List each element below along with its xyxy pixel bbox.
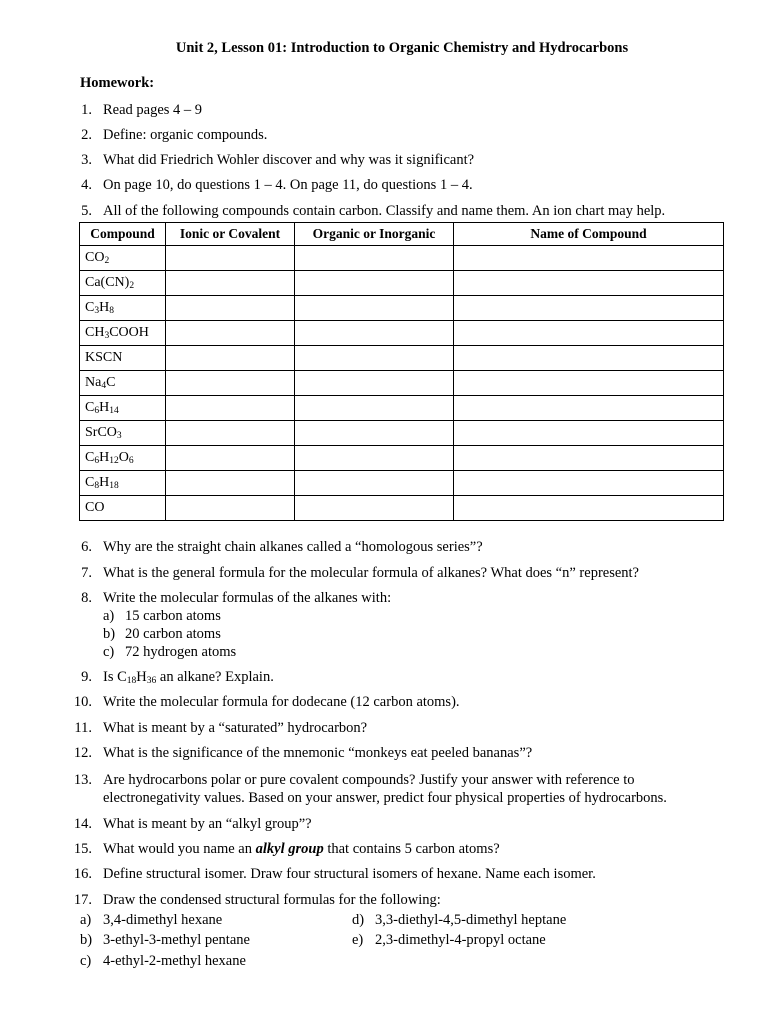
organic-inorganic-cell[interactable] bbox=[295, 446, 454, 471]
q9-subscript-2: 36 bbox=[146, 676, 157, 686]
column-header-compound: Compound bbox=[80, 223, 166, 246]
table-body bbox=[80, 246, 724, 521]
formula-subscript: 4 bbox=[101, 381, 107, 391]
organic-inorganic-cell[interactable] bbox=[295, 421, 454, 446]
sub-item-text: 3,4-dimethyl hexane bbox=[103, 912, 223, 928]
formula-text: H bbox=[99, 400, 110, 415]
compound-name-cell[interactable] bbox=[454, 446, 724, 471]
homework-heading: Homework: bbox=[80, 75, 155, 91]
ionic-covalent-cell[interactable] bbox=[166, 246, 295, 271]
compound-cell bbox=[80, 271, 166, 296]
formula-subscript: 6 bbox=[128, 456, 134, 466]
question-number: 6. bbox=[81, 539, 92, 555]
question-text: What is the general formula for the molecular formula of alkanes? What does “n” represent? bbox=[103, 565, 639, 581]
compound-name-cell[interactable] bbox=[454, 396, 724, 421]
ionic-covalent-cell[interactable] bbox=[166, 471, 295, 496]
formula-text: CO bbox=[85, 500, 105, 515]
organic-inorganic-cell[interactable] bbox=[295, 296, 454, 321]
question-number: 2. bbox=[81, 127, 92, 143]
sub-item-letter: c) bbox=[80, 953, 92, 969]
compound-cell bbox=[80, 346, 166, 371]
compound-cell bbox=[80, 421, 166, 446]
compound-cell bbox=[80, 446, 166, 471]
sub-item-text: 72 hydrogen atoms bbox=[125, 644, 237, 660]
table-row bbox=[80, 246, 724, 271]
table-row bbox=[80, 496, 724, 521]
sub-item-text: 3,3-diethyl-4,5-dimethyl heptane bbox=[375, 912, 567, 928]
column-header-organic-inorganic: Organic or Inorganic bbox=[295, 223, 454, 246]
formula-subscript: 8 bbox=[109, 306, 114, 316]
sub-item-letter: a) bbox=[103, 608, 115, 624]
question-number: 10. bbox=[73, 694, 92, 710]
table-row bbox=[80, 346, 724, 371]
formula-subscript: 3 bbox=[116, 431, 122, 441]
question-text: Why are the straight chain alkanes called a “homologous series”? bbox=[103, 539, 483, 555]
sub-item-letter: c) bbox=[103, 644, 115, 660]
organic-inorganic-cell[interactable] bbox=[295, 496, 454, 521]
q9-text-pre: Is C bbox=[103, 669, 127, 685]
column-header-ionic-covalent: Ionic or Covalent bbox=[166, 223, 295, 246]
organic-inorganic-cell[interactable] bbox=[295, 246, 454, 271]
organic-inorganic-cell[interactable] bbox=[295, 346, 454, 371]
table-row bbox=[80, 271, 724, 296]
question-number: 1. bbox=[81, 102, 92, 118]
compound-name-cell[interactable] bbox=[454, 246, 724, 271]
sub-item-text: 3-ethyl-3-methyl pentane bbox=[103, 932, 250, 948]
compound-cell bbox=[80, 471, 166, 496]
question-text-line-1: Are hydrocarbons polar or pure covalent compounds? Justify your answer with reference to bbox=[103, 772, 635, 788]
question-text: What did Friedrich Wohler discover and why was it significant? bbox=[103, 152, 475, 168]
question-number: 8. bbox=[81, 590, 92, 606]
sub-item-text: 4-ethyl-2-methyl hexane bbox=[103, 953, 246, 969]
organic-inorganic-cell[interactable] bbox=[295, 471, 454, 496]
sub-item-letter: d) bbox=[352, 912, 365, 928]
formula-text: COOH bbox=[109, 325, 149, 340]
sub-item-letter: e) bbox=[352, 932, 364, 948]
formula-text: H bbox=[99, 300, 110, 315]
table-row bbox=[80, 446, 724, 471]
question-text: Define: organic compounds. bbox=[103, 127, 268, 143]
sub-item-text: 20 carbon atoms bbox=[125, 626, 221, 642]
formula-text: O bbox=[118, 450, 129, 465]
question-text: On page 10, do questions 1 – 4. On page 11, do questions 1 – 4. bbox=[103, 177, 473, 193]
sub-item-text: 15 carbon atoms bbox=[125, 608, 221, 624]
ionic-covalent-cell[interactable] bbox=[166, 346, 295, 371]
formula-text: KSCN bbox=[85, 350, 123, 365]
question-number: 12. bbox=[73, 745, 92, 761]
compound-cell bbox=[80, 496, 166, 521]
table-row bbox=[80, 471, 724, 496]
compound-name-cell[interactable] bbox=[454, 346, 724, 371]
compound-cell bbox=[80, 296, 166, 321]
question-number: 7. bbox=[81, 565, 92, 581]
compound-cell bbox=[80, 246, 166, 271]
page-title: Unit 2, Lesson 01: Introduction to Organic Chemistry and Hydrocarbons bbox=[175, 40, 629, 56]
formula-subscript: 6 bbox=[94, 406, 100, 416]
question-number: 5. bbox=[81, 203, 92, 219]
question-text: What is meant by a “saturated” hydrocarbon? bbox=[103, 720, 368, 736]
question-text: What is meant by an “alkyl group”? bbox=[103, 816, 312, 832]
formula-text: H bbox=[99, 475, 110, 490]
formula-subscript: 2 bbox=[104, 256, 110, 266]
question-text: Draw the condensed structural formulas for the following: bbox=[103, 892, 441, 908]
q15-text-post: that contains 5 carbon atoms? bbox=[323, 841, 500, 857]
sub-item-letter: a) bbox=[80, 912, 92, 928]
table-row bbox=[80, 396, 724, 421]
question-number: 4. bbox=[81, 177, 92, 193]
compound-cell bbox=[80, 396, 166, 421]
ionic-covalent-cell[interactable] bbox=[166, 396, 295, 421]
formula-text: H bbox=[99, 450, 110, 465]
formula-text: CO bbox=[85, 250, 105, 265]
formula-subscript: 3 bbox=[104, 331, 110, 341]
compound-table bbox=[79, 222, 724, 521]
formula-subscript: 12 bbox=[109, 456, 119, 466]
organic-inorganic-cell[interactable] bbox=[295, 321, 454, 346]
compound-cell bbox=[80, 371, 166, 396]
sub-item-letter: b) bbox=[103, 626, 116, 642]
question-text: All of the following compounds contain carbon. Classify and name them. An ion chart may help. bbox=[103, 203, 666, 219]
compound-name-cell[interactable] bbox=[454, 321, 724, 346]
question-text: Define structural isomer. Draw four structural isomers of hexane. Name each isomer. bbox=[103, 866, 596, 882]
compound-name-cell[interactable] bbox=[454, 471, 724, 496]
organic-inorganic-cell[interactable] bbox=[295, 396, 454, 421]
question-number: 17. bbox=[73, 892, 92, 908]
q9-text-mid: H bbox=[136, 669, 147, 685]
compound-name-cell[interactable] bbox=[454, 496, 724, 521]
question-text: Write the molecular formulas of the alkanes with: bbox=[103, 590, 392, 606]
compound-cell bbox=[80, 321, 166, 346]
question-text: Write the molecular formula for dodecane (12 carbon atoms). bbox=[103, 694, 460, 710]
compound-name-cell[interactable] bbox=[454, 271, 724, 296]
formula-text: C bbox=[85, 450, 95, 465]
question-number: 13. bbox=[73, 772, 92, 788]
formula-text: C bbox=[85, 400, 95, 415]
compound-name-cell[interactable] bbox=[454, 296, 724, 321]
formula-text: CH bbox=[85, 325, 105, 340]
q9-subscript-1: 18 bbox=[126, 676, 137, 686]
organic-inorganic-cell[interactable] bbox=[295, 271, 454, 296]
question-text-line-2: electronegativity values. Based on your answer, predict four physical properties of hydrocarbons. bbox=[103, 790, 667, 806]
sub-item-text: 2,3-dimethyl-4-propyl octane bbox=[375, 932, 546, 948]
column-header-name: Name of Compound bbox=[454, 223, 724, 246]
formula-text: C bbox=[106, 375, 116, 390]
question-number: 14. bbox=[73, 816, 92, 832]
question-number: 15. bbox=[73, 841, 92, 857]
compound-name-cell[interactable] bbox=[454, 371, 724, 396]
question-text: Read pages 4 – 9 bbox=[103, 102, 203, 118]
sub-item-letter: b) bbox=[80, 932, 93, 948]
formula-subscript: 2 bbox=[129, 281, 135, 291]
formula-subscript: 14 bbox=[109, 406, 119, 416]
question-number: 11. bbox=[74, 720, 92, 736]
table-row bbox=[80, 296, 724, 321]
question-text: What is the significance of the mnemonic “monkeys eat peeled bananas”? bbox=[103, 745, 533, 761]
formula-text: C bbox=[85, 475, 95, 490]
question-text bbox=[103, 840, 723, 859]
question-number: 16. bbox=[73, 866, 92, 882]
formula-text: Na bbox=[85, 375, 102, 390]
ionic-covalent-cell[interactable] bbox=[166, 296, 295, 321]
ionic-covalent-cell[interactable] bbox=[166, 421, 295, 446]
table-header-row bbox=[80, 223, 724, 246]
table-row bbox=[80, 371, 724, 396]
question-number: 3. bbox=[81, 152, 92, 168]
formula-subscript: 8 bbox=[94, 481, 100, 491]
question-number: 9. bbox=[81, 669, 92, 685]
q15-text-pre: What would you name an bbox=[103, 841, 256, 857]
formula-text: Ca(CN) bbox=[85, 275, 130, 290]
ionic-covalent-cell[interactable] bbox=[166, 371, 295, 396]
q15-emphasis: alkyl group bbox=[255, 841, 324, 857]
q9-text-post: an alkane? Explain. bbox=[156, 669, 274, 685]
ionic-covalent-cell[interactable] bbox=[166, 271, 295, 296]
organic-inorganic-cell[interactable] bbox=[295, 371, 454, 396]
formula-subscript: 6 bbox=[94, 456, 100, 466]
formula-text: C bbox=[85, 300, 95, 315]
question-text bbox=[103, 668, 723, 687]
ionic-covalent-cell[interactable] bbox=[166, 496, 295, 521]
ionic-covalent-cell[interactable] bbox=[166, 321, 295, 346]
ionic-covalent-cell[interactable] bbox=[166, 446, 295, 471]
table-row bbox=[80, 421, 724, 446]
formula-subscript: 18 bbox=[109, 481, 119, 491]
formula-text: SrCO bbox=[85, 425, 117, 440]
formula-subscript: 3 bbox=[94, 306, 100, 316]
table-row bbox=[80, 321, 724, 346]
compound-name-cell[interactable] bbox=[454, 421, 724, 446]
